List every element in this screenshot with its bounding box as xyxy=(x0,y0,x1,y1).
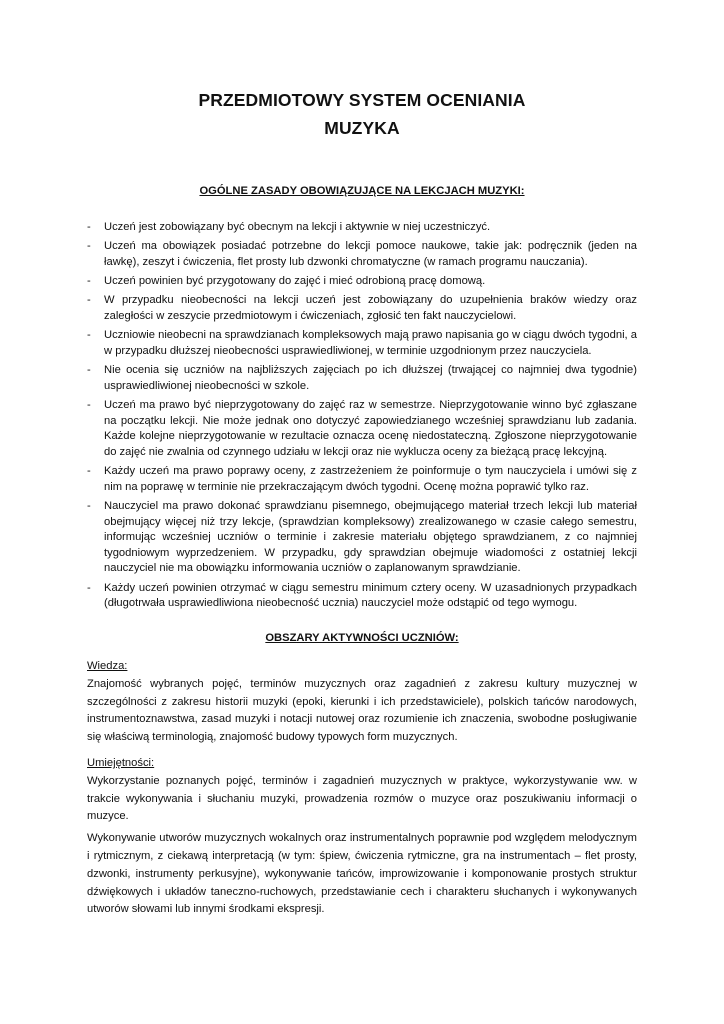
section-heading-rules: OGÓLNE ZASADY OBOWIĄZUJĄCE NA LEKCJACH MUZYKI: xyxy=(199,185,525,197)
skills-block xyxy=(87,755,637,919)
bullet-dash: - xyxy=(87,294,91,307)
bullet-dash: - xyxy=(87,364,91,377)
bullet-dash: - xyxy=(87,500,91,512)
list-item xyxy=(87,464,637,495)
skills-text-2: Wykonywanie utworów muzycznych wokalnych oraz instrumentalnych poprawnie pod względem melodycznym i rytmicznym, z ciekawą interpretacją (w tym: śpiew, ćwiczenia rytmiczne, gra na instrumentach – flet prosty, dzwonki, instrumenty perkusyjne), wykonywanie tańców, improwizowanie i komponowanie prostych struktur dźwiękowych i układów taneczno-ruchowych, przedstawianie cech i charakteru słuchanych i wykonywanych utworów słowami lub innymi środkami ekspresji. xyxy=(87,832,637,916)
document-title: PRZEDMIOTOWY SYSTEM OCENIANIA xyxy=(198,90,526,110)
bullet-dash: - xyxy=(87,581,91,594)
list-item-text: Każdy uczeń ma prawo poprawy oceny, z zastrzeżeniem że poinformuje o tym nauczyciela i umówi się z nim na poprawę w terminie nie przekraczającym dwóch tygodni. Ocenę można poprawić tylko raz. xyxy=(104,465,637,493)
list-item-text: Nauczyciel ma prawo dokonać sprawdzianu pisemnego, obejmującego materiał trzech lekcji lub materiał obejmujący więcej niż trzy lekcje, (sprawdzian kompleksowy) zrealizowanego w czasie całego semestru, informując wcześniej uczniów o terminie i zakresie materiału objętego sprawdzianem, z co najmniej tygodniowym wyprzedzeniem. W przypadku, gdy sprawdzian obejmuje wiadomości z ostatniej lekcji nauczyciel nie ma obowiązku informowania uczniów o zaplanowanym sprawdzianie. xyxy=(104,500,637,575)
list-item xyxy=(87,581,637,612)
skills-label: Umiejętności: xyxy=(87,757,155,769)
knowledge-block xyxy=(87,658,637,747)
list-item-text: Uczeń ma prawo być nieprzygotowany do zajęć raz w semestrze. Nieprzygotowanie winno być zgłaszane na początku lekcji. Nie może jednak ono dotyczyć zapowiedzianego wcześniej sprawdzianu lub zadania. Każde kolejne nieprzygotowanie w rezultacie oznacza ocenę niedostateczną. Zgłoszone nieprzygotowanie do zajęć nie zwalnia od czynnego udziału w lekcji oraz nie wyklucza oceny za bieżącą pracę lekcyjną. xyxy=(104,399,637,458)
list-item-text: Nie ocenia się uczniów na najbliższych zajęciach po ich dłuższej (trwającej co najmniej dwa tygodnie) usprawiedliwionej nieobecności w szkole. xyxy=(104,364,637,392)
list-item xyxy=(87,220,637,236)
rules-list xyxy=(87,220,637,616)
list-item-text: Każdy uczeń powinien otrzymać w ciągu semestru minimum cztery oceny. W uzasadnionych przypadkach (długotrwała usprawiedliwiona nieobecność ucznia) nauczyciel może odstąpić od tego wymogu. xyxy=(104,581,637,610)
knowledge-text: Znajomość wybranych pojęć, terminów muzycznych oraz zagadnień z zakresu kultury muzycznej w szczególności z zakresu historii muzyki (epoki, kierunki i ich przedstawiciele), polskich tańców narodowych, instrumentoznawstwa, zasad muzyki i notacji nutowej oraz rozumienie ich znaczenia, swobodne posługiwanie się właściwą terminologią, znajomość budowy typowych form muzycznych. xyxy=(87,677,637,744)
document-subtitle: MUZYKA xyxy=(324,118,400,138)
list-item xyxy=(87,398,637,460)
bullet-dash: - xyxy=(87,275,91,288)
section-heading-activity-areas: OBSZARY AKTYWNOŚCI UCZNIÓW: xyxy=(265,632,459,644)
list-item-text: Uczeń powinien być przygotowany do zajęć i mieć odrobioną pracę domową. xyxy=(104,275,486,288)
list-item-text: Uczeń ma obowiązek posiadać potrzebne do lekcji pomoce naukowe, takie jak: podręcznik (jeden na ławkę), zeszyt i ćwiczenia, flet prosty lub dzwonki chromatyczne (w ramach programu nauczania). xyxy=(104,240,637,268)
knowledge-label: Wiedza: xyxy=(87,660,128,672)
list-item xyxy=(87,274,637,290)
bullet-dash: - xyxy=(87,399,91,412)
list-item xyxy=(87,499,637,577)
list-item-text: Uczeń jest zobowiązany być obecnym na lekcji i aktywnie w niej uczestniczyć. xyxy=(104,221,491,233)
list-item xyxy=(87,293,637,324)
bullet-dash: - xyxy=(87,329,91,342)
bullet-dash: - xyxy=(87,221,91,233)
list-item-text: W przypadku nieobecności na lekcji uczeń jest zobowiązany do uzupełnienia braków wiedzy oraz zaległości w zeszycie przedmiotowym i ćwiczeniach, zgłosić ten fakt nauczycielowi. xyxy=(104,294,637,323)
list-item xyxy=(87,363,637,394)
list-item xyxy=(87,239,637,270)
bullet-dash: - xyxy=(87,240,91,253)
list-item-text: Uczniowie nieobecni na sprawdzianach kompleksowych mają prawo napisania go w ciągu dwóch tygodni, a w przypadku dłuższej nieobecności usprawiedliwionej, w terminie uzgodnionym przez nauczyciela. xyxy=(104,329,637,357)
bullet-dash: - xyxy=(87,465,91,478)
skills-text-1: Wykorzystanie poznanych pojęć, terminów i zagadnień muzycznych w praktyce, wykorzystywanie ww. w trakcie wykonywania i słuchaniu muzyki, prowadzenia rozmów o muzyce oraz poszukiwaniu informacji o muzyce. xyxy=(87,774,637,823)
list-item xyxy=(87,328,637,359)
